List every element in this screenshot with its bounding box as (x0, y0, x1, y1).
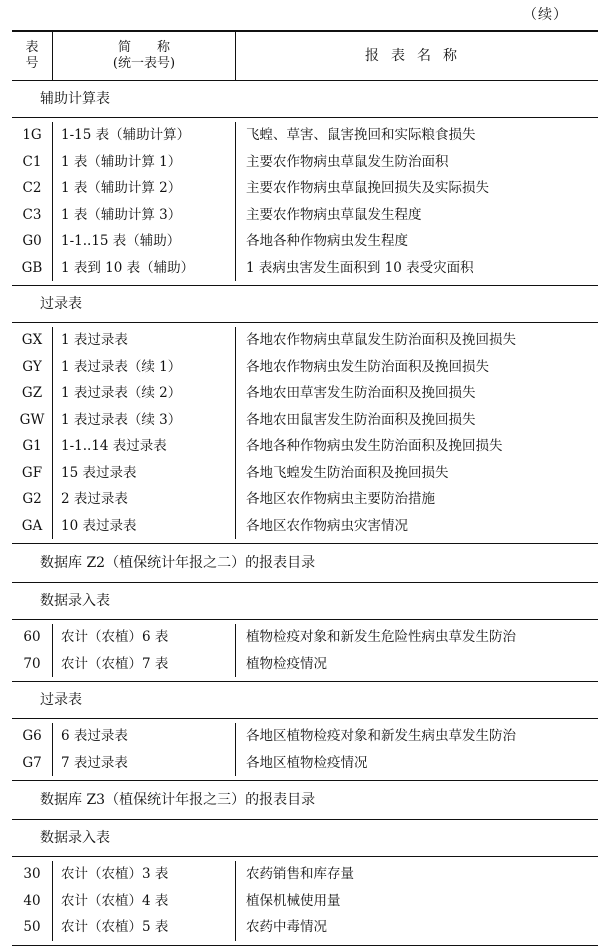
table-body (12, 81, 598, 946)
table-code: G0 (22, 233, 42, 249)
table-report-name: 各地飞蝗发生防治面积及挽回损失 (246, 464, 449, 481)
section-label: 数据录入表 (40, 593, 110, 609)
table-report-name: 主要农作物病虫草鼠发生程度 (246, 206, 422, 223)
header-short-name: 简 称 (统一表号) (52, 32, 236, 80)
table-report-name: 各地各种作物病虫发生程度 (246, 233, 408, 249)
table-row (12, 175, 598, 202)
table-code: 50 (23, 919, 41, 935)
table-row (12, 354, 598, 381)
table-code: G1 (22, 438, 42, 454)
table-row (12, 149, 598, 176)
table-row (12, 513, 598, 540)
section-rows (12, 323, 598, 543)
table-row (12, 624, 598, 651)
table-row (12, 651, 598, 678)
section-label: 辅助计算表 (40, 91, 110, 107)
section-rows (12, 620, 598, 681)
section-label: 数据录入表 (40, 830, 110, 846)
table-short-name: 1 表（辅助计算 2） (52, 175, 236, 202)
table-short-name: 农计（农植）5 表 (52, 914, 236, 941)
table-short-name: 1-1..14 表过录表 (52, 433, 236, 460)
table-row (12, 914, 598, 941)
table-code: G6 (22, 728, 42, 744)
table-code: G2 (22, 491, 42, 507)
table-report-name: 各地区植物检疫情况 (246, 754, 368, 771)
table-code: GA (21, 517, 43, 534)
table-code: GF (21, 464, 43, 481)
table-short-name: 1-1..15 表（辅助） (52, 228, 236, 255)
table-short-name: 1-15 表（辅助计算） (52, 122, 236, 149)
database-title: 数据库 Z2（植保统计年报之二）的报表目录 (40, 555, 316, 571)
table-code: 40 (23, 892, 41, 909)
table-short-name: 10 表过录表 (52, 513, 236, 540)
table-report-name: 各地区农作物病虫灾害情况 (246, 517, 408, 534)
table-code: G7 (22, 754, 42, 771)
table-short-name: 1 表过录表（续 3） (52, 407, 236, 434)
table-report-name: 农药中毒情况 (246, 919, 327, 935)
table-row (12, 228, 598, 255)
table-code: GZ (21, 385, 43, 401)
table-row (12, 861, 598, 888)
table-code: GB (21, 259, 43, 276)
table-row (12, 723, 598, 750)
section-label: 过录表 (40, 296, 82, 312)
table-code: GX (21, 332, 43, 348)
table-short-name: 6 表过录表 (52, 723, 236, 750)
table-row (12, 433, 598, 460)
table-short-name: 农计（农植）4 表 (52, 888, 236, 915)
database-title: 数据库 Z3（植保统计年报之三）的报表目录 (40, 792, 316, 808)
table-row (12, 407, 598, 434)
table-code: 70 (23, 655, 41, 672)
table-short-name: 农计（农植）7 表 (52, 651, 236, 678)
table-report-name: 各地农作物病虫发生防治面积及挽回损失 (246, 358, 489, 375)
table-short-name: 1 表过录表（续 2） (52, 380, 236, 407)
table-report-name: 各地区植物检疫对象和新发生病虫草发生防治 (246, 728, 516, 744)
table-code: C1 (22, 153, 42, 170)
header-report-name: 报表名称 (365, 48, 469, 64)
table-short-name: 2 表过录表 (52, 486, 236, 513)
table-row (12, 460, 598, 487)
table-report-name: 各地农作物病虫草鼠发生防治面积及挽回损失 (246, 332, 516, 348)
table-report-name: 主要农作物病虫草鼠挽回损失及实际损失 (246, 180, 489, 196)
table-row (12, 122, 598, 149)
table-code: GW (19, 411, 45, 428)
table-short-name: 15 表过录表 (52, 460, 236, 487)
table-short-name: 1 表（辅助计算 1） (52, 149, 236, 176)
section-rows (12, 857, 598, 945)
table-short-name: 农计（农植）6 表 (52, 624, 236, 651)
table-report-name: 各地各种作物病虫发生防治面积及挽回损失 (246, 438, 503, 454)
table-code: 60 (23, 629, 41, 645)
table-report-name: 飞蝗、草害、鼠害挽回和实际粮食损失 (246, 127, 476, 143)
table-code: GY (22, 358, 42, 375)
table-row (12, 888, 598, 915)
table-row (12, 255, 598, 282)
table-code: 30 (23, 866, 41, 882)
section-rows (12, 118, 598, 285)
table-short-name: 农计（农植）3 表 (52, 861, 236, 888)
section-label: 过录表 (40, 692, 82, 708)
table-report-name: 各地农田草害发生防治面积及挽回损失 (246, 385, 476, 401)
header-table-no: 表 号 (25, 40, 39, 71)
table-short-name: 1 表过录表（续 1） (52, 354, 236, 381)
continued-label: （续） (523, 7, 568, 23)
table-row (12, 202, 598, 229)
table-code: 1G (22, 127, 42, 143)
table-report-name: 各地区农作物病虫主要防治措施 (246, 491, 435, 507)
table-short-name: 1 表（辅助计算 3） (52, 202, 236, 229)
table-report-name: 1 表病虫害发生面积到 10 表受灾面积 (246, 259, 474, 276)
table-report-name: 主要农作物病虫草鼠发生防治面积 (246, 153, 449, 170)
table-code: C2 (22, 180, 42, 196)
table-report-name: 植物检疫情况 (246, 655, 327, 672)
table-report-name: 各地农田鼠害发生防治面积及挽回损失 (246, 411, 476, 428)
table-short-name: 1 表到 10 表（辅助） (52, 255, 236, 282)
table-row (12, 750, 598, 777)
report-catalog-table (12, 30, 598, 946)
table-report-name: 植保机械使用量 (246, 892, 341, 909)
table-short-name: 1 表过录表 (52, 327, 236, 354)
table-short-name: 7 表过录表 (52, 750, 236, 777)
table-code: C3 (22, 206, 42, 223)
table-header (12, 32, 598, 80)
table-row (12, 486, 598, 513)
table-row (12, 380, 598, 407)
table-report-name: 农药销售和库存量 (246, 866, 354, 882)
table-report-name: 植物检疫对象和新发生危险性病虫草发生防治 (246, 629, 516, 645)
section-rows (12, 719, 598, 780)
table-row (12, 327, 598, 354)
